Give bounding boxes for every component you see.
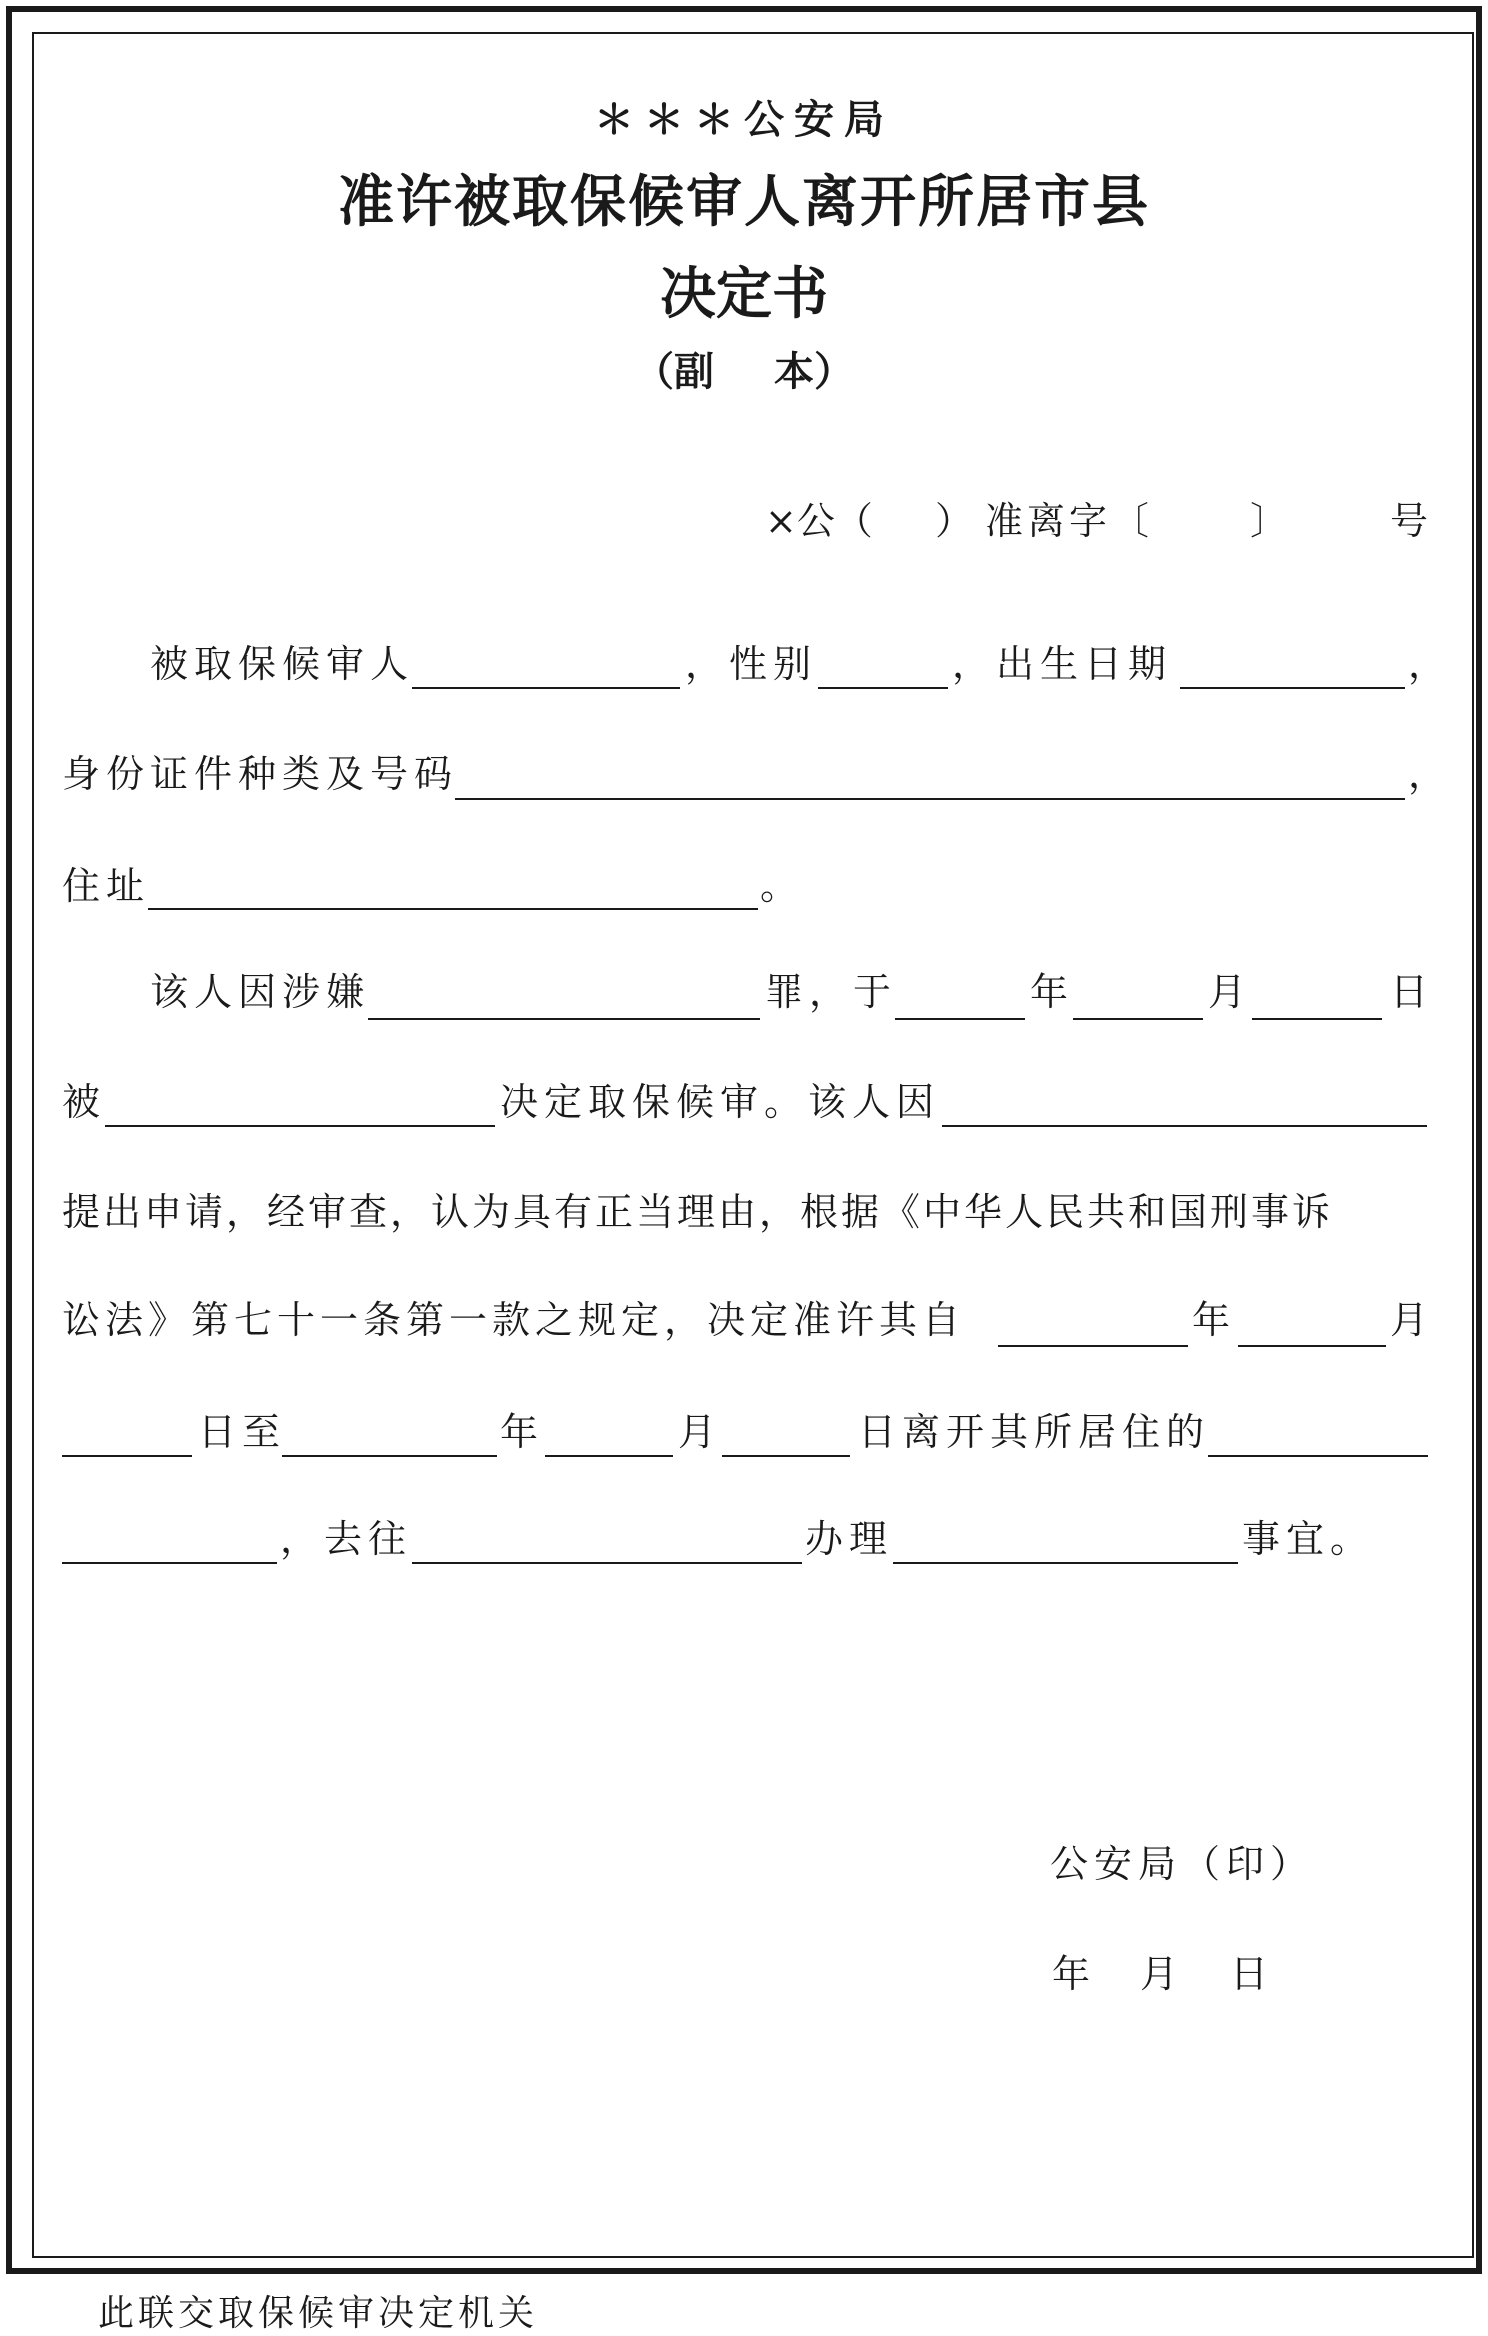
address-field[interactable] [148, 908, 758, 910]
decided-text: 决定取保候审。该人因 [500, 1080, 941, 1124]
from-month-field[interactable] [1238, 1345, 1386, 1347]
copy-label-open: （副 [634, 348, 714, 395]
copy-label [0, 340, 1488, 397]
to-day-field[interactable] [722, 1455, 850, 1457]
year-label-2: 年 [1192, 1298, 1237, 1342]
crime-suffix: 罪，于 [765, 970, 898, 1014]
crime-prefix: 该人因涉嫌 [150, 970, 371, 1014]
month-label-1: 月 [1208, 970, 1253, 1014]
id-label: 身份证件种类及号码 [62, 752, 459, 796]
crime-field[interactable] [368, 1018, 760, 1020]
go-label: ，去往 [280, 1517, 413, 1561]
gender-label: ，性别 [685, 642, 818, 686]
crime-month-field[interactable] [1073, 1018, 1203, 1020]
comma-2: ， [1408, 752, 1453, 796]
id-number-field[interactable] [455, 798, 1405, 800]
gender-field[interactable] [818, 687, 948, 689]
matter-label: 事宜。 [1242, 1517, 1375, 1561]
doc-number-prefix: ×公（ [765, 499, 873, 543]
legal-basis-text: 提出申请，经审查，认为具有正当理由，根据《中华人民共和国刑事诉 [62, 1190, 1334, 1234]
date-month: 月 [1140, 1952, 1185, 1996]
crime-day-field[interactable] [1252, 1018, 1382, 1020]
destination-field[interactable] [412, 1562, 802, 1564]
leave-text: 日离开其所居住的 [858, 1410, 1211, 1454]
reason-field[interactable] [942, 1125, 1427, 1127]
permission-text: 讼法》第七十一条第一款之规定，决定准许其自 [62, 1298, 966, 1342]
copy-label-close: 本） [774, 348, 854, 395]
doc-number-close-bracket: 〕 [1250, 499, 1289, 543]
birth-date-field[interactable] [1180, 687, 1405, 689]
matter-field[interactable] [893, 1562, 1238, 1564]
date-day: 日 [1230, 1952, 1275, 1996]
doc-number-word: 准离字〔 [985, 499, 1154, 543]
date-year: 年 [1052, 1952, 1097, 1996]
residence-field[interactable] [1208, 1455, 1428, 1457]
residence-field-cont[interactable] [62, 1562, 277, 1564]
comma-1: ， [1408, 642, 1453, 686]
year-label-1: 年 [1030, 970, 1075, 1014]
month-label-3: 月 [678, 1410, 723, 1454]
suspect-label: 被取保候审人 [150, 642, 415, 686]
agency-name: ＊＊＊公安局 [594, 96, 894, 143]
footer-note: 此联交取保候审决定机关 [98, 2293, 539, 2334]
decision-authority-field[interactable] [105, 1125, 495, 1127]
document-title: 准许被取保候审人离开所居市县 [338, 169, 1150, 235]
suspect-name-field[interactable] [412, 687, 680, 689]
doc-number-suffix: 号 [1390, 499, 1429, 543]
period-1: 。 [760, 864, 805, 908]
by-label: 被 [62, 1080, 107, 1124]
day-label-1: 日 [1390, 970, 1435, 1014]
doc-number-close-paren: ） [935, 499, 974, 543]
birth-label: ，出生日期 [952, 642, 1173, 686]
handle-label: 办理 [805, 1517, 894, 1561]
to-label: 日至 [198, 1410, 287, 1454]
month-label-2: 月 [1390, 1298, 1435, 1342]
to-month-field[interactable] [545, 1455, 673, 1457]
to-year-field[interactable] [282, 1455, 497, 1457]
crime-year-field[interactable] [895, 1018, 1025, 1020]
address-label: 住址 [62, 864, 151, 908]
document-title-line2: 决定书 [660, 261, 828, 327]
from-year-field[interactable] [998, 1345, 1188, 1347]
year-label-3: 年 [500, 1410, 545, 1454]
office-seal: 公安局（印） [1050, 1842, 1315, 1886]
from-day-field[interactable] [62, 1455, 192, 1457]
